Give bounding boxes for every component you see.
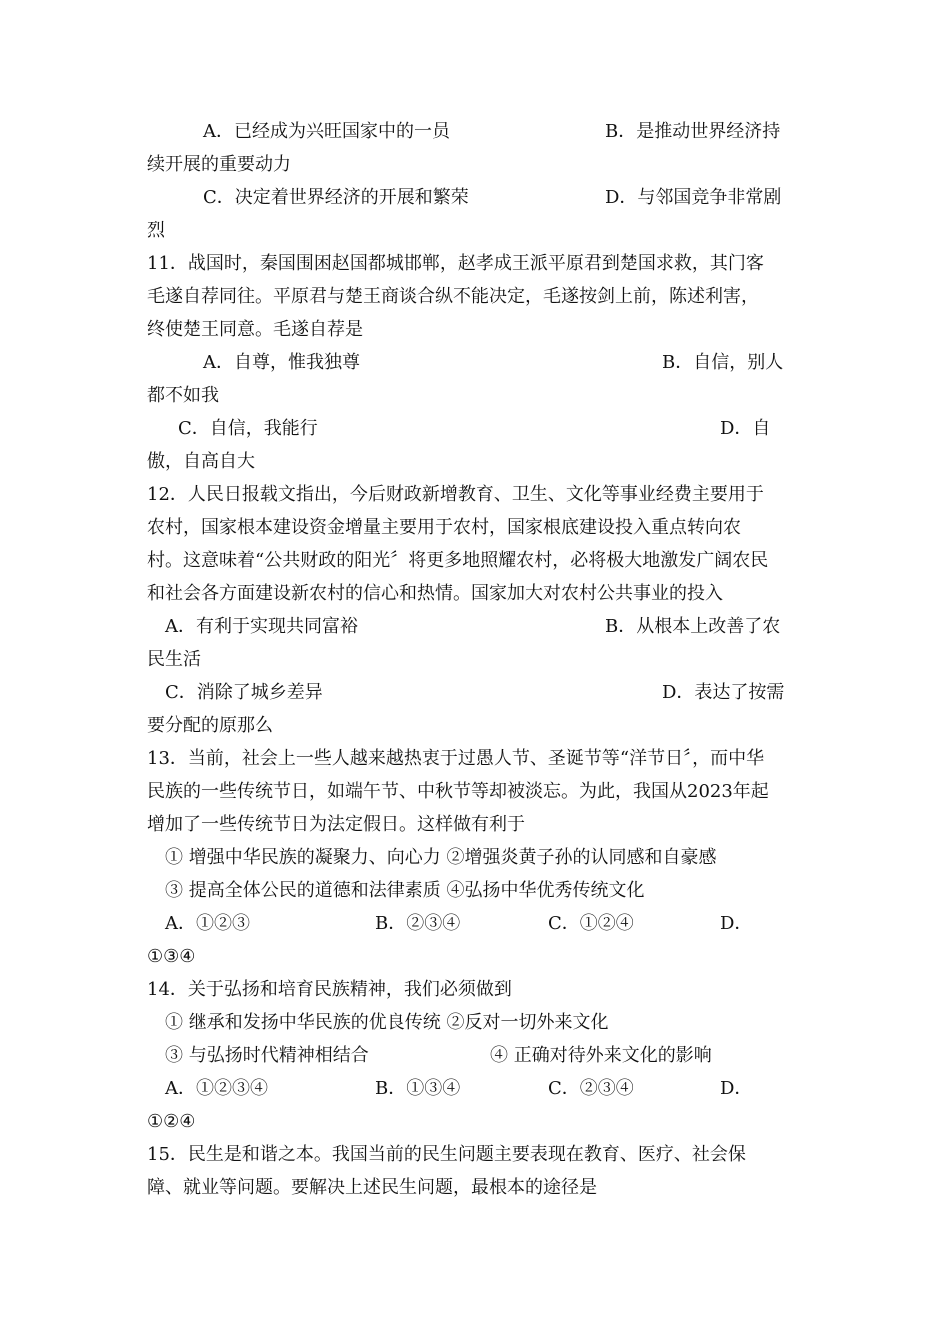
q13-option-a: A．①②③ [165,913,250,934]
q11-option-c: C．自信，我能行 [178,418,318,439]
q10-option-d: D．与邻国竞争非常剧 [605,187,782,208]
q12-text-line: 和社会各方面建设新农村的信心和热情。国家加大对农村公共事业的投入 [147,583,723,604]
q13-statement-line: ① 增强中华民族的凝聚力、向心力 ②增强炎黄子孙的认同感和自豪感 [165,847,717,868]
q14-statement-line: ① 继承和发扬中华民族的优良传统 ②反对一切外来文化 [165,1012,609,1033]
q10-option-c: C．决定着世界经济的开展和繁荣 [203,187,469,208]
q13-text-line: 13．当前，社会上一些人越来越热衷于过愚人节、圣诞节等“洋节日〞，而中华 [147,748,765,769]
q12-option-a: A．有利于实现共同富裕 [165,616,358,637]
q12-text-line: 村。这意味着“公共财政的阳光〞将更多地照耀农村，必将极大地激发广阔农民 [147,550,769,571]
q12-option-d-cont: 要分配的原那么 [147,715,273,736]
q14-option-c: C．②③④ [548,1078,634,1099]
q11-option-b: B．自信，别人 [662,352,784,373]
q13-statement-line: ③ 提高全体公民的道德和法律素质 ④弘扬中华优秀传统文化 [165,880,645,901]
q11-option-d-cont: 傲，自高自大 [147,451,255,472]
q12-option-d: D．表达了按需 [662,682,785,703]
q11-text-line: 终使楚王同意。毛遂自荐是 [147,319,363,340]
q12-text-line: 12．人民日报载文指出，今后财政新增教育、卫生、文化等事业经费主要用于 [147,484,764,505]
q11-text-line: 毛遂自荐同往。平原君与楚王商谈合纵不能决定，毛遂按剑上前，陈述利害， [147,286,759,307]
q14-text-line: 14．关于弘扬和培育民族精神，我们必须做到 [147,979,512,1000]
q13-option-c: C．①②④ [548,913,634,934]
q10-option-b-cont: 续开展的重要动力 [147,154,291,175]
q14-option-b: B．①③④ [375,1078,461,1099]
q14-statement-3: ③ 与弘扬时代精神相结合 [165,1045,369,1066]
q13-text-line: 民族的一些传统节日，如端午节、中秋节等却被淡忘。为此，我国从2023年起 [147,781,769,802]
q11-text-line: 11．战国时，秦国围困赵国都城邯郸，赵孝成王派平原君到楚国求救，其门客 [147,253,764,274]
q11-option-b-cont: 都不如我 [147,385,219,406]
q15-text-line: 障、就业等问题。要解决上述民生问题，最根本的途径是 [147,1177,597,1198]
q13-text-line: 增加了一些传统节日为法定假日。这样做有利于 [147,814,525,835]
q12-text-line: 农村，国家根本建设资金增量主要用于农村，国家根底建设投入重点转向农 [147,517,741,538]
q14-statement-4: ④ 正确对待外来文化的影响 [490,1045,712,1066]
q10-option-b: B．是推动世界经济持 [605,121,781,142]
q12-option-b: B．从根本上改善了农 [605,616,781,637]
q10-option-a: A．已经成为兴旺国家中的一员 [203,121,450,142]
q14-option-a: A．①②③④ [165,1078,268,1099]
q12-option-c: C．消除了城乡差异 [165,682,323,703]
q13-option-d: D． [720,913,753,934]
q14-option-d-cont: ①②④ [147,1111,196,1132]
q10-option-d-cont: 烈 [147,220,165,241]
q12-option-b-cont: 民生活 [147,649,201,670]
q11-option-d: D．自 [720,418,771,439]
q14-option-d: D． [720,1078,753,1099]
q11-option-a: A．自尊，惟我独尊 [203,352,360,373]
q13-option-d-cont: ①③④ [147,946,196,967]
q13-option-b: B．②③④ [375,913,461,934]
q15-text-line: 15．民生是和谐之本。我国当前的民生问题主要表现在教育、医疗、社会保 [147,1144,746,1165]
